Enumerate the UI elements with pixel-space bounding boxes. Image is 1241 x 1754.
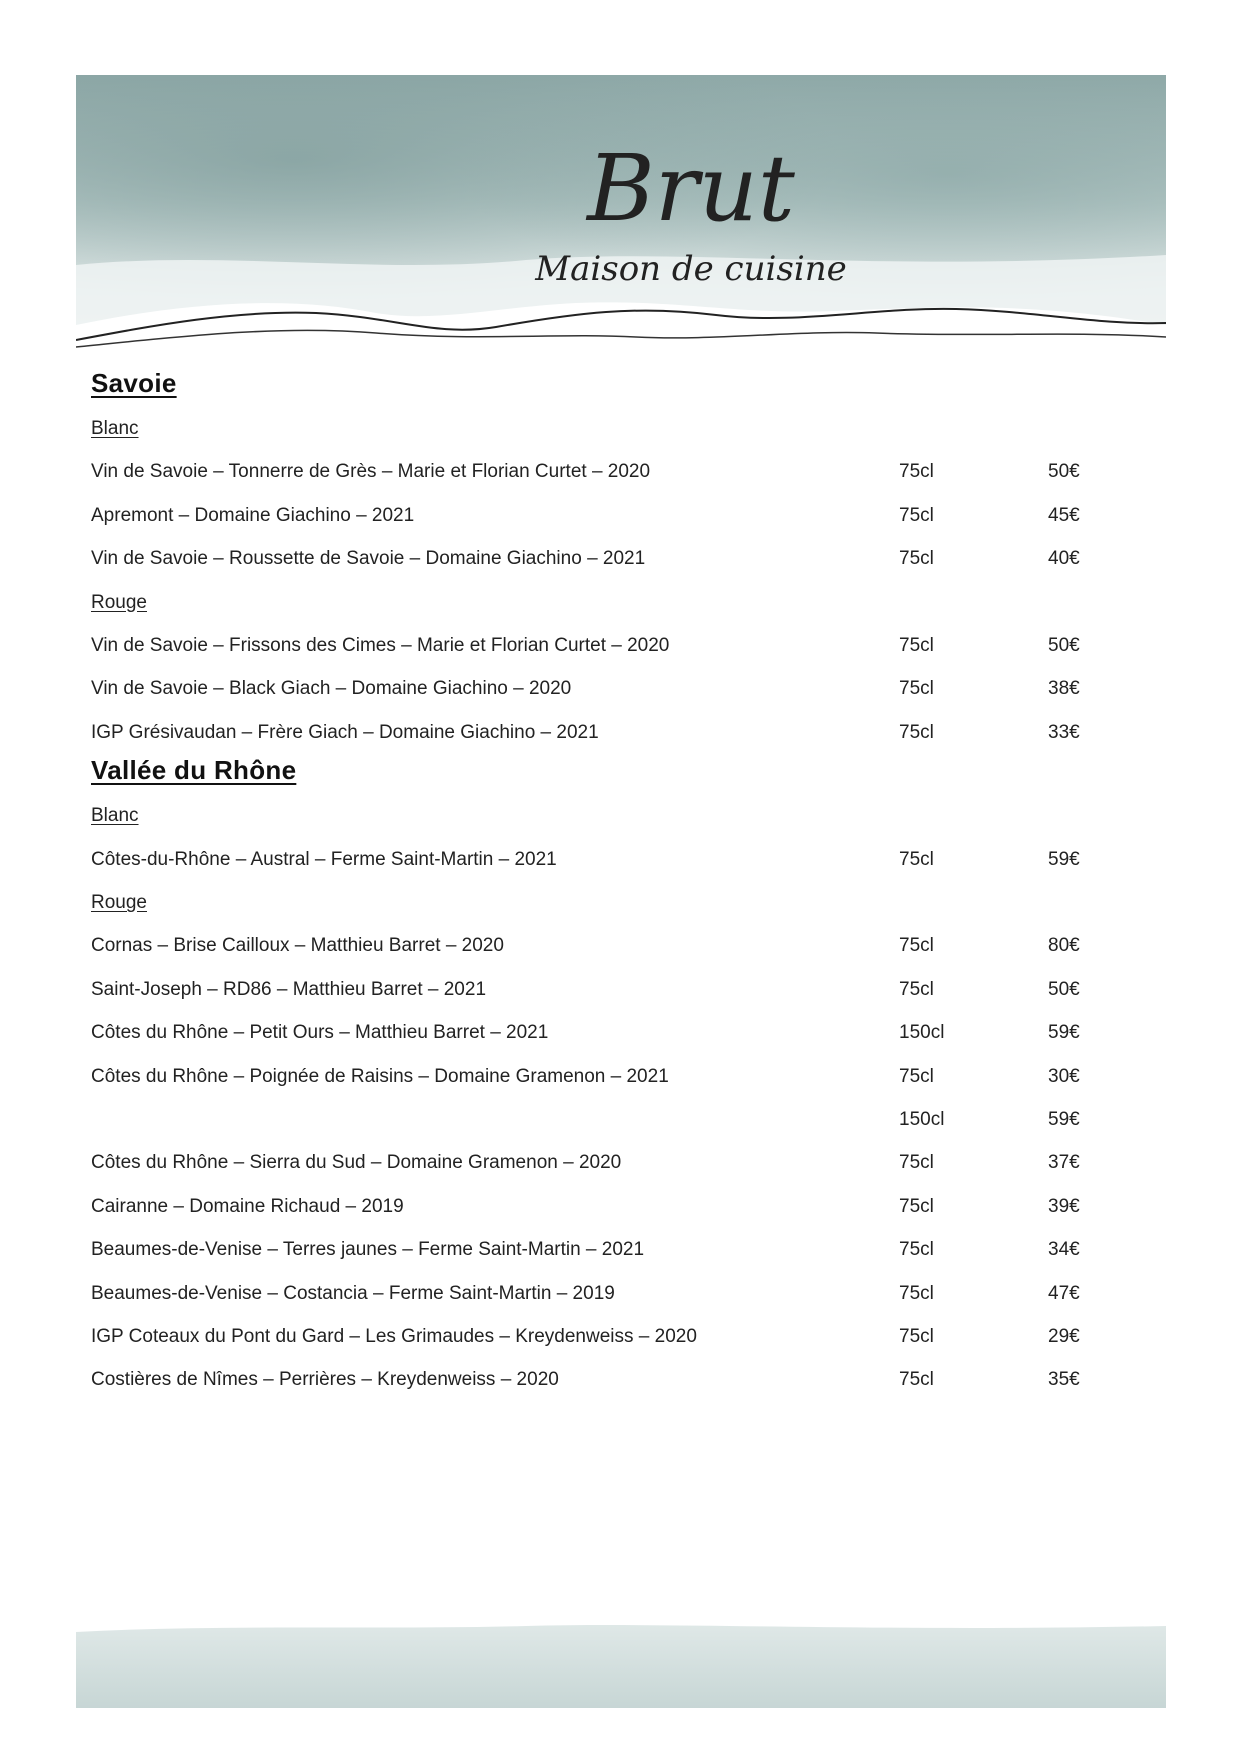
wine-volume: 75cl: [899, 721, 934, 743]
footer-banner: [76, 1620, 1166, 1708]
wine-name: Côtes du Rhône – Poignée de Raisins – Domaine Gramenon – 2021: [91, 1065, 669, 1087]
wine-name: Cornas – Brise Cailloux – Matthieu Barret – 2020: [91, 935, 504, 957]
wine-row: [91, 548, 1091, 574]
wine-color-subheading: Rouge: [91, 591, 147, 613]
wine-price: 29€: [1048, 1326, 1080, 1347]
wine-name: IGP Grésivaudan – Frère Giach – Domaine Giachino – 2021: [91, 721, 599, 743]
wine-row: [91, 935, 1091, 961]
wine-volume: 75cl: [899, 1326, 934, 1347]
wine-name: Beaumes-de-Venise – Terres jaunes – Ferme Saint-Martin – 2021: [91, 1239, 645, 1261]
header-banner: [76, 75, 1166, 358]
wine-price: 35€: [1048, 1369, 1080, 1391]
wine-name: Côtes du Rhône – Petit Ours – Matthieu Barret – 2021: [91, 1022, 549, 1044]
wine-row: [91, 1022, 1091, 1048]
wine-row: [91, 1369, 1091, 1395]
svg-text:Maison de cuisine: Maison de cuisine: [535, 249, 847, 289]
wine-name: Costières de Nîmes – Perrières – Kreydenweiss – 2020: [91, 1369, 559, 1391]
wine-row: [91, 1283, 1091, 1309]
wine-row: [91, 722, 1091, 748]
wine-name: Beaumes-de-Venise – Costancia – Ferme Saint-Martin – 2019: [91, 1282, 615, 1304]
wine-volume: 75cl: [899, 461, 934, 483]
wine-volume: 75cl: [899, 635, 934, 656]
wine-volume: 75cl: [899, 1065, 934, 1087]
wine-name: Côtes du Rhône – Sierra du Sud – Domaine Gramenon – 2020: [91, 1152, 622, 1174]
wine-price: 33€: [1048, 721, 1080, 743]
wine-volume: 75cl: [899, 1195, 934, 1217]
wine-price: 34€: [1048, 1239, 1080, 1261]
wine-row: [91, 1109, 1091, 1135]
wine-volume: 75cl: [899, 548, 934, 570]
wine-row: [91, 505, 1091, 531]
wine-price: 50€: [1048, 461, 1080, 483]
wine-volume: 75cl: [899, 935, 934, 957]
wine-price: 50€: [1048, 635, 1080, 656]
wine-name: Vin de Savoie – Tonnerre de Grès – Marie et Florian Curtet – 2020: [91, 461, 651, 483]
wine-row: [91, 1152, 1091, 1178]
wine-color-subheading: Blanc: [91, 805, 139, 827]
wine-volume: 75cl: [899, 504, 934, 526]
wine-volume: 75cl: [899, 1282, 934, 1304]
wine-price: 59€: [1048, 848, 1080, 870]
wine-volume: 75cl: [899, 1239, 934, 1261]
wine-price: 37€: [1048, 1152, 1080, 1174]
wine-row: [91, 849, 1091, 875]
wine-price: 59€: [1048, 1109, 1080, 1130]
wine-volume: 75cl: [899, 848, 934, 870]
wine-volume: 75cl: [899, 678, 934, 700]
wine-name: Côtes-du-Rhône – Austral – Ferme Saint-Martin – 2021: [91, 848, 557, 870]
wine-volume: 150cl: [899, 1109, 945, 1130]
region-heading: Vallée du Rhône: [91, 755, 297, 786]
wine-volume: 75cl: [899, 1369, 934, 1391]
wine-volume: 75cl: [899, 978, 934, 1000]
svg-text:Brut: Brut: [587, 135, 795, 242]
wine-price: 30€: [1048, 1065, 1080, 1087]
wine-name: Saint-Joseph – RD86 – Matthieu Barret – 2021: [91, 978, 487, 1000]
wine-volume: 75cl: [899, 1152, 934, 1174]
wine-name: Vin de Savoie – Roussette de Savoie – Domaine Giachino – 2021: [91, 548, 646, 570]
wine-price: 45€: [1048, 504, 1080, 526]
wine-row: [91, 979, 1091, 1005]
wine-row: [91, 1239, 1091, 1265]
wine-name: Vin de Savoie – Frissons des Cimes – Marie et Florian Curtet – 2020: [91, 635, 670, 656]
wine-row: [91, 635, 1091, 661]
wine-row: [91, 1326, 1091, 1352]
watercolor-banner: [76, 75, 1166, 358]
wine-name: IGP Coteaux du Pont du Gard – Les Grimaudes – Kreydenweiss – 2020: [91, 1326, 697, 1347]
region-heading: Savoie: [91, 368, 177, 398]
wine-price: 59€: [1048, 1022, 1080, 1044]
wine-name: Vin de Savoie – Black Giach – Domaine Giachino – 2020: [91, 678, 572, 700]
wine-color-subheading: Rouge: [91, 892, 147, 913]
wine-volume: 150cl: [899, 1022, 945, 1044]
wine-price: 38€: [1048, 678, 1080, 700]
wine-row: [91, 1066, 1091, 1092]
wine-price: 47€: [1048, 1282, 1080, 1304]
wine-price: 50€: [1048, 978, 1080, 1000]
wine-name: Apremont – Domaine Giachino – 2021: [91, 504, 415, 526]
wine-name: Cairanne – Domaine Richaud – 2019: [91, 1195, 404, 1217]
wine-row: [91, 678, 1091, 704]
wine-price: 40€: [1048, 548, 1080, 570]
wine-price: 39€: [1048, 1195, 1080, 1217]
watercolor-footer: [76, 1620, 1166, 1708]
wine-row: [91, 1196, 1091, 1222]
wine-color-subheading: Blanc: [91, 418, 139, 439]
wine-price: 80€: [1048, 935, 1080, 957]
wine-row: [91, 461, 1091, 487]
